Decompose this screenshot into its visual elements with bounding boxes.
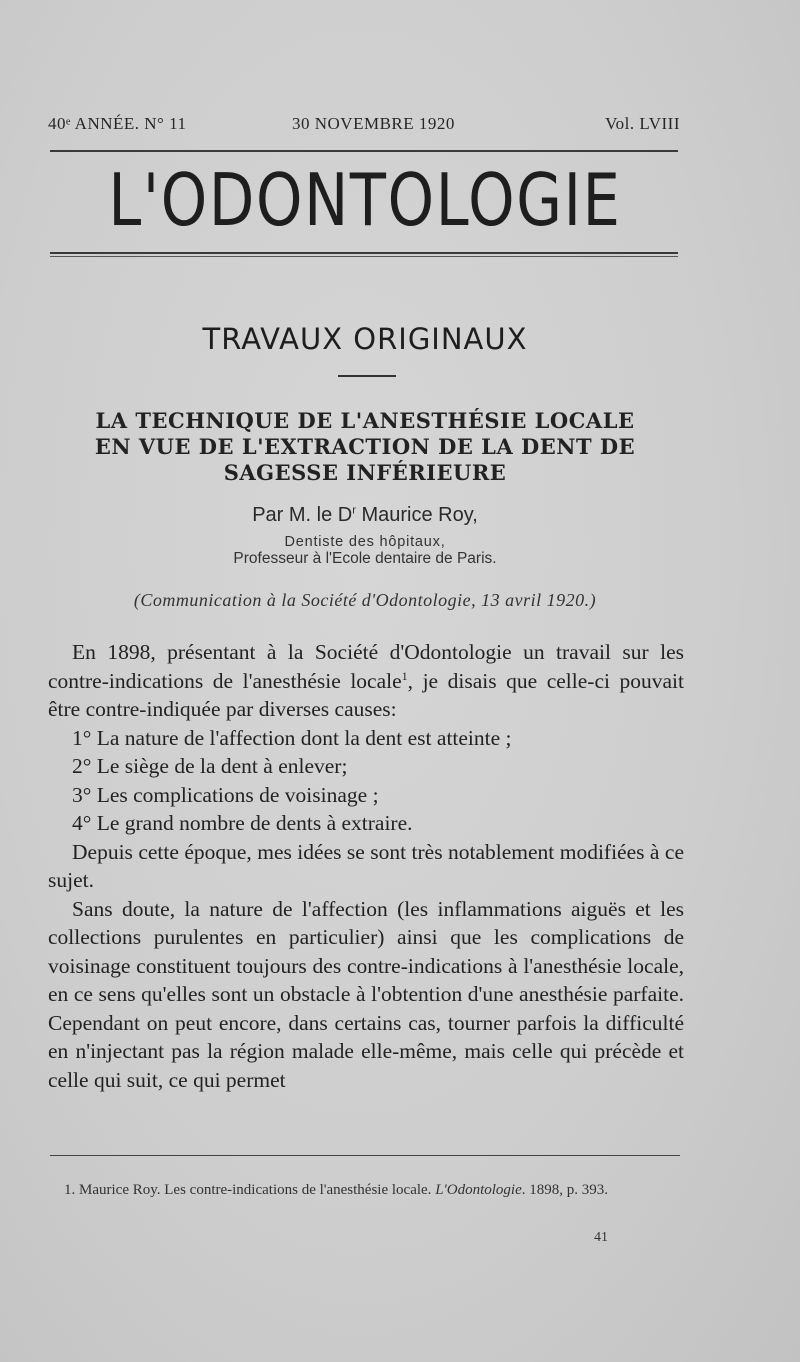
author-line bbox=[0, 504, 730, 527]
footnote-journal: L'Odontologie bbox=[435, 1182, 522, 1198]
header-rule bbox=[50, 150, 678, 152]
journal-title: L'ODONTOLOGIE bbox=[108, 158, 622, 242]
running-header bbox=[48, 114, 680, 138]
article-title-line: SAGESSE INFÉRIEURE bbox=[223, 460, 507, 485]
body-text-span: , je disais que celle-ci pouvait être contre-indiquée par diverses causes: bbox=[48, 668, 684, 721]
footnote-marker: 1 bbox=[401, 668, 408, 683]
footnote bbox=[48, 1180, 684, 1200]
body-text-span: En 1898, présentant à la Société d'Odontologie un travail sur les contre-indications de l'anesthésie locale bbox=[48, 640, 684, 693]
list-item: 1° La nature de l'affection dont la dent est atteinte ; bbox=[72, 725, 512, 750]
section-title: TRAVAUX ORIGINAUX bbox=[202, 322, 528, 356]
page-number: 41 bbox=[594, 1230, 608, 1245]
footnote-tail: . 1898, p. 393. bbox=[521, 1182, 608, 1198]
footnote-rule bbox=[50, 1155, 680, 1156]
body-paragraph: Depuis cette époque, mes idées se sont très notablement modifiées à ce sujet. bbox=[48, 839, 684, 892]
header-date: 30 NOVEMBRE 1920 bbox=[292, 114, 455, 133]
article-title-line: LA TECHNIQUE DE L'ANESTHÉSIE LOCALE bbox=[95, 408, 635, 433]
title-rule-thick bbox=[50, 252, 678, 254]
author-affiliation: Dentiste des hôpitaux, bbox=[284, 534, 446, 550]
communication-note: (Communication à la Société d'Odontologie, 13 avril 1920.) bbox=[133, 590, 597, 610]
article-title bbox=[40, 408, 690, 486]
article-body bbox=[48, 638, 684, 1094]
section-divider bbox=[338, 375, 396, 377]
author-prefix: Par M. le D bbox=[252, 504, 353, 526]
body-paragraph: Sans doute, la nature de l'affection (les inflammations aiguës et les collections purulentes en particulier) ainsi que les complications de voisinage constituent toujours des contre-indications à l'anesthésie locale, en ce sens qu'elles sont un obstacle à l'obtention d'une anesthésie parfaite. Cependant on peut encore, dans certains cas, tourner parfois la difficulté en n'injectant pas la région malade elle-même, mais celle qui précède et celle qui suit, ce qui permet bbox=[48, 896, 684, 1092]
author-title-sup: r bbox=[352, 504, 356, 517]
article-title-line: EN VUE DE L'EXTRACTION DE LA DENT DE bbox=[94, 434, 636, 459]
author-affiliation: Professeur à l'Ecole dentaire de Paris. bbox=[233, 550, 497, 567]
list-item: 2° Le siège de la dent à enlever; bbox=[72, 754, 348, 778]
header-year-issue: 40ᵉ ANNÉE. N° 11 bbox=[48, 114, 187, 133]
title-rule-thin bbox=[50, 256, 678, 257]
list-item: 3° Les complications de voisinage ; bbox=[72, 782, 379, 807]
list-item: 4° Le grand nombre de dents à extraire. bbox=[72, 811, 413, 835]
footnote-text: 1. Maurice Roy. Les contre-indications de l'anesthésie locale. bbox=[64, 1182, 436, 1198]
author-name: Maurice Roy, bbox=[355, 504, 478, 526]
body-paragraph bbox=[48, 638, 684, 724]
header-volume: Vol. LVIII bbox=[605, 114, 680, 133]
